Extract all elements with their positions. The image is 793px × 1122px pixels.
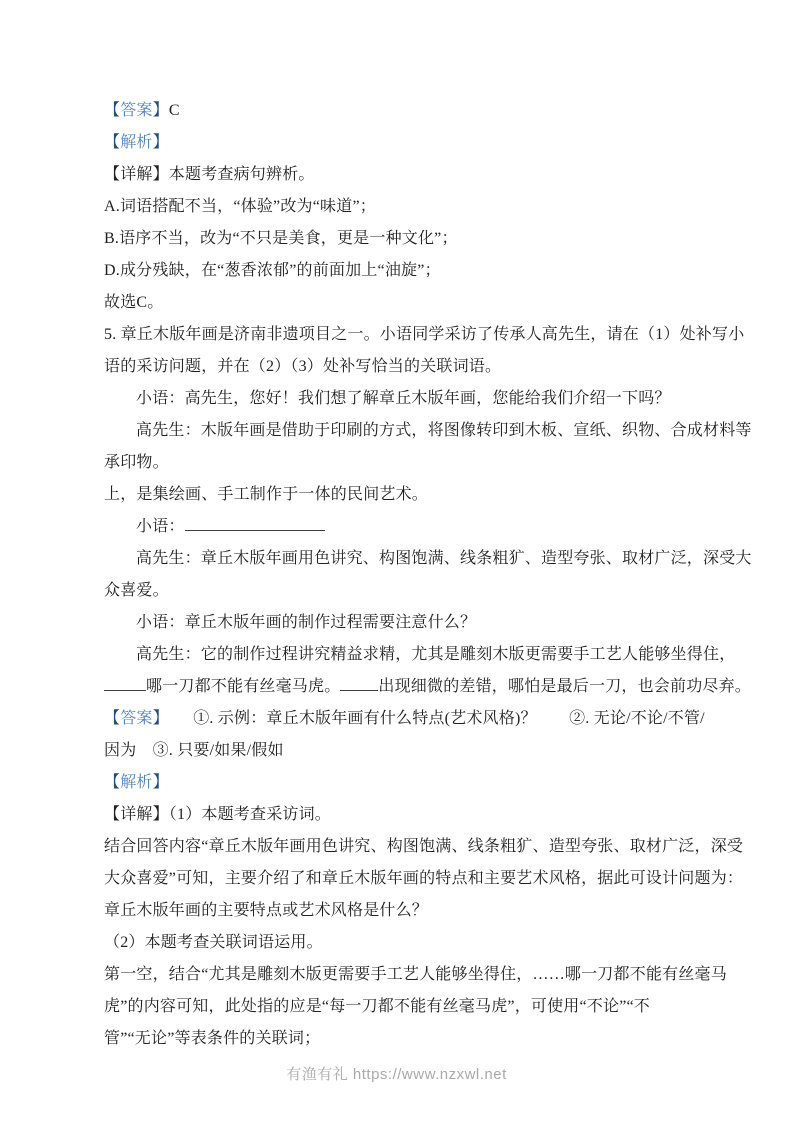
text-segment: 因为 ③. 只要/如果/假如 <box>104 742 284 759</box>
text-line <box>104 639 735 671</box>
text-segment: 管”“无论”等表条件的关联词； <box>104 1030 321 1047</box>
text-line <box>104 575 735 607</box>
text-segment: 承印物。 <box>104 454 169 471</box>
text-line <box>104 447 735 479</box>
page-footer: 有渔有礼 https://www.nzxwl.net <box>286 1066 507 1083</box>
text-line <box>104 671 752 703</box>
text-segment: 结合回答内容“章丘木版年画用色讲究、构图饱满、线条粗犷、造型夸张、取材广泛，深受 <box>104 838 744 855</box>
text-segment: B.语序不当，改为“不只是美食，更是一种文化”； <box>104 230 458 247</box>
text-segment: D.成分残缺，在“葱香浓郁”的前面加上“油旋”； <box>104 262 441 279</box>
text-line <box>104 991 735 1023</box>
text-line <box>104 191 735 223</box>
text-line <box>104 479 735 511</box>
text-line <box>104 95 735 127</box>
tag-bracket: 】 <box>152 774 169 791</box>
text-line <box>104 543 752 575</box>
text-line <box>104 959 735 991</box>
text-line <box>104 351 735 383</box>
tag-label: 解析 <box>120 774 153 791</box>
text-segment: 大众喜爱”可知，主要介绍了和章丘木版年画的特点和主要艺术风格，据此可设计问题为： <box>104 870 744 887</box>
document-body <box>104 95 752 1055</box>
text-segment: A.词语搭配不当，“体验”改为“味道”； <box>104 198 376 215</box>
text-line <box>104 927 735 959</box>
text-line <box>104 799 735 831</box>
tag-bracket: 】 <box>152 710 161 727</box>
text-line <box>104 511 735 543</box>
text-line <box>104 607 735 639</box>
text-segment: 语的采访问题，并在（2）（3）处补写恰当的关联词语。 <box>104 358 502 375</box>
text-segment: 故选C。 <box>104 294 164 311</box>
text-segment: 众喜爱。 <box>104 582 169 599</box>
answer-blank <box>104 674 146 691</box>
text-segment: 高先生：它的制作过程讲究精益求精，尤其是雕刻木版更需要手工艺人能够坐得住， <box>136 646 736 663</box>
answer-blank <box>340 674 378 691</box>
text-segment: 高先生：章丘木版年画用色讲究、构图饱满、线条粗犷、造型夸张、取材广泛，深受大 <box>136 550 752 567</box>
text-line <box>104 287 735 319</box>
text-segment: 【详解】本题考查病句辨析。 <box>104 166 315 183</box>
text-segment: 哪一刀都不能有丝毫马虎。 <box>146 678 341 695</box>
text-segment: 出现细微的差错，哪怕是最后一刀，也会前功尽弃。 <box>378 678 752 695</box>
tag-label: 答案 <box>120 102 153 119</box>
text-segment: C <box>168 102 180 119</box>
text-line <box>104 383 735 415</box>
text-segment: 小语： <box>136 518 185 535</box>
tag-bracket: 【 <box>104 710 121 727</box>
answer-blank <box>185 514 325 531</box>
text-line <box>104 767 735 799</box>
text-line <box>104 319 745 351</box>
text-line <box>104 831 744 863</box>
tag-bracket: 】 <box>152 102 169 119</box>
tag-bracket: 【 <box>104 102 121 119</box>
text-segment: ①. 示例：章丘木版年画有什么特点(艺术风格)？ ②. 无论/不论/不管/ <box>160 710 705 727</box>
text-segment: 高先生：木版年画是借助于印刷的方式，将图像转印到木板、宣纸、织物、合成材料等 <box>136 422 752 439</box>
text-line <box>104 863 744 895</box>
text-segment: 小语：高先生，您好！我们想了解章丘木版年画，您能给我们介绍一下吗？ <box>136 390 671 407</box>
text-line <box>104 255 735 287</box>
tag-label: 解析 <box>120 134 153 151</box>
text-line <box>104 223 735 255</box>
text-segment: 第一空，结合“尤其是雕刻木版更需要手工艺人能够坐得住，……哪一刀都不能有丝毫马 <box>104 966 727 983</box>
text-segment: 小语：章丘木版年画的制作过程需要注意什么？ <box>136 614 477 631</box>
text-segment: 虎”的内容可知，此处指的应是“每一刀都不能有丝毫马虎”，可使用“不论”“不 <box>104 998 651 1015</box>
text-segment: 章丘木版年画的主要特点或艺术风格是什么？ <box>104 902 429 919</box>
text-segment: 上，是集绘画、手工制作于一体的民间艺术。 <box>104 486 429 503</box>
text-line <box>104 415 752 447</box>
text-segment: （2）本题考查关联词语运用。 <box>104 934 323 951</box>
text-line <box>104 127 735 159</box>
text-line <box>104 703 735 735</box>
tag-bracket: 【 <box>104 774 121 791</box>
text-segment: 5. 章丘木版年画是济南非遗项目之一。小语同学采访了传承人高先生，请在（1）处补写小 <box>104 326 745 343</box>
text-line <box>104 735 735 767</box>
tag-bracket: 【 <box>104 134 121 151</box>
tag-bracket: 】 <box>152 134 169 151</box>
text-line <box>104 1023 735 1055</box>
text-line <box>104 895 735 927</box>
tag-label: 答案 <box>120 710 153 727</box>
text-segment: 【详解】（1）本题考查采访词。 <box>104 806 332 823</box>
text-line <box>104 159 735 191</box>
